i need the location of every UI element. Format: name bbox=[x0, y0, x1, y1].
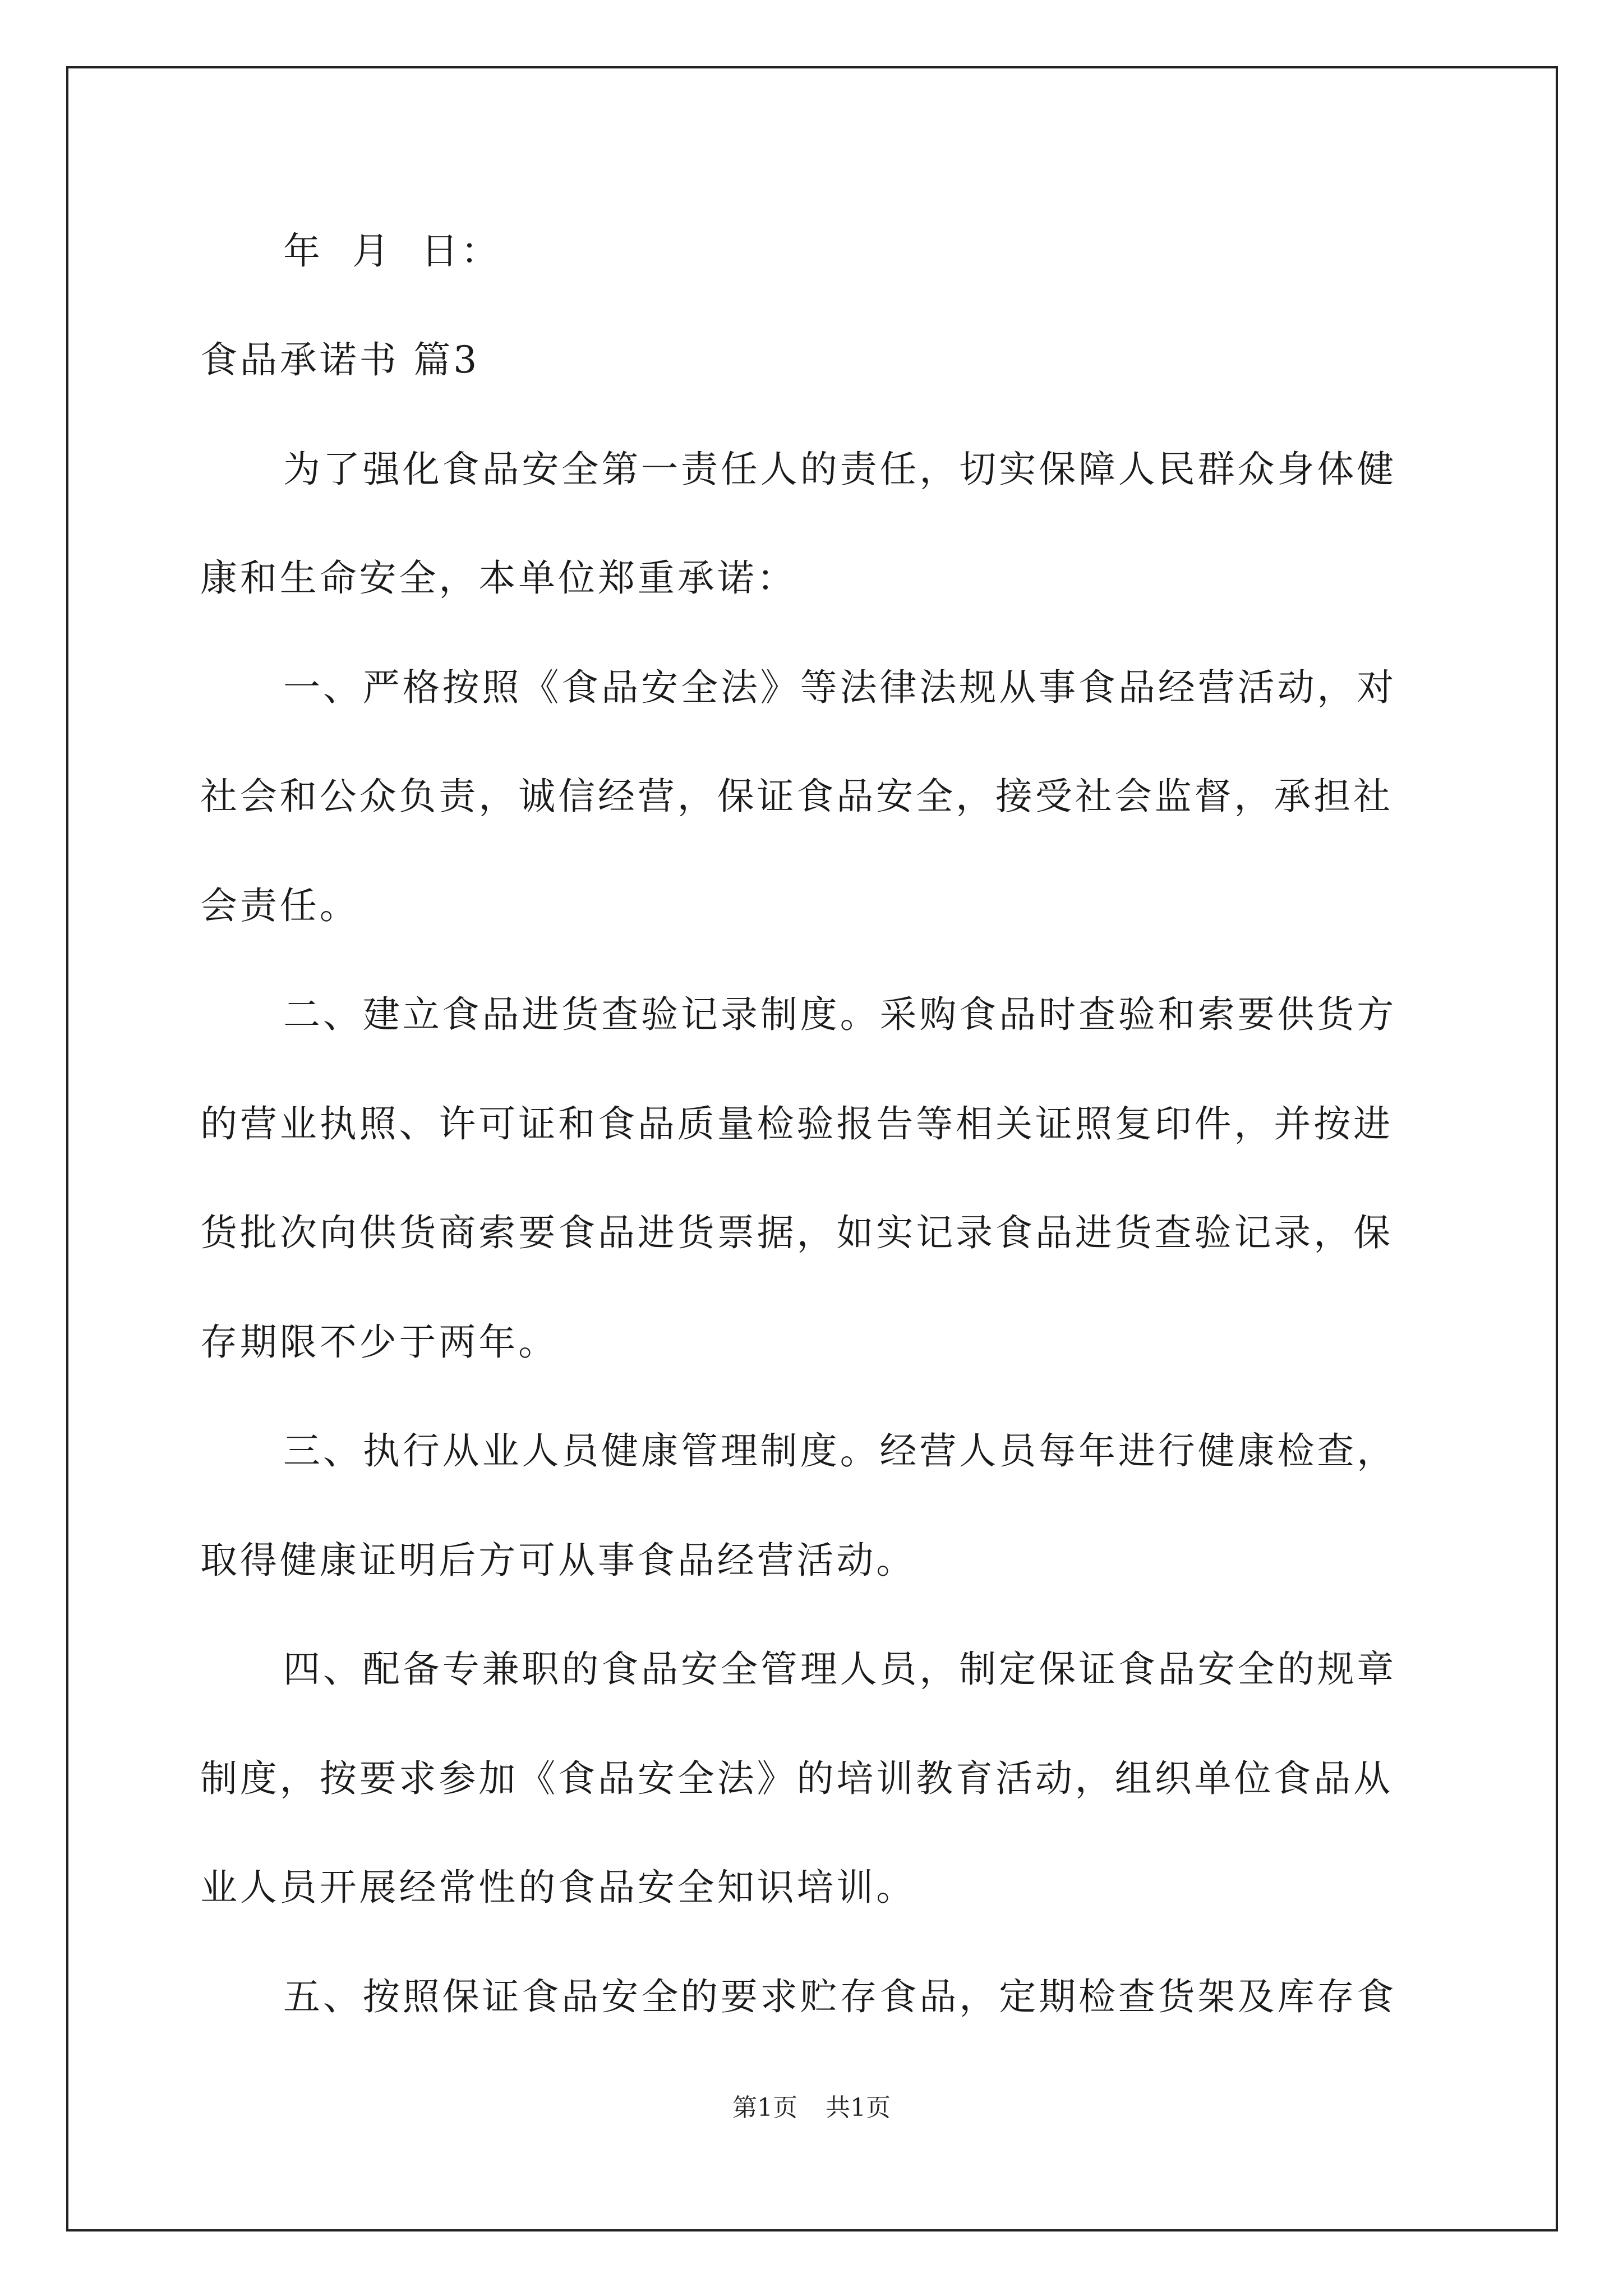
date-year-label: 年 bbox=[283, 229, 323, 273]
paragraph-line: 业人员开展经常性的食品安全知识培训。 bbox=[200, 1866, 916, 1909]
date-day-label: 日： bbox=[421, 229, 501, 273]
paragraph-line: 三、执行从业人员健康管理制度。经营人员每年进行健康检查， bbox=[283, 1429, 1397, 1473]
paragraph-line: 一、严格按照《食品安全法》等法律法规从事食品经营活动，对 bbox=[283, 666, 1397, 709]
paragraph-line: 存期限不少于两年。 bbox=[200, 1320, 559, 1364]
paragraph-line: 五、按照保证食品安全的要求贮存食品，定期检查货架及库存食 bbox=[283, 1975, 1397, 2018]
paragraph-line: 康和生命安全，本单位郑重承诺： bbox=[200, 556, 797, 600]
paragraph-line: 货批次向供货商索要食品进货票据，如实记录食品进货查验记录，保 bbox=[200, 1211, 1393, 1254]
date-month-label: 月 bbox=[352, 229, 392, 273]
paragraph-line: 会责任。 bbox=[200, 884, 359, 927]
paragraph-line: 社会和公众负责，诚信经营，保证食品安全，接受社会监督，承担社 bbox=[200, 775, 1393, 818]
page-footer bbox=[0, 2092, 1623, 2124]
paragraph-line: 为了强化食品安全第一责任人的责任，切实保障人民群众身体健 bbox=[283, 448, 1397, 491]
paragraph-line: 四、配备专兼职的食品安全管理人员，制定保证食品安全的规章 bbox=[283, 1648, 1397, 1691]
page-number: 第1页 bbox=[732, 2093, 797, 2122]
paragraph-line: 取得健康证明后方可从事食品经营活动。 bbox=[200, 1539, 916, 1582]
date-line bbox=[283, 229, 1517, 274]
section-heading: 食品承诺书 篇3 bbox=[200, 338, 480, 381]
paragraph-line: 二、建立食品进货查验记录制度。采购食品时查验和索要供货方 bbox=[283, 993, 1397, 1036]
paragraph-line: 的营业执照、许可证和食品质量检验报告等相关证照复印件，并按进 bbox=[200, 1102, 1393, 1145]
page-total: 共1页 bbox=[826, 2093, 891, 2122]
paragraph-line: 制度，按要求参加《食品安全法》的培训教育活动，组织单位食品从 bbox=[200, 1757, 1393, 1800]
